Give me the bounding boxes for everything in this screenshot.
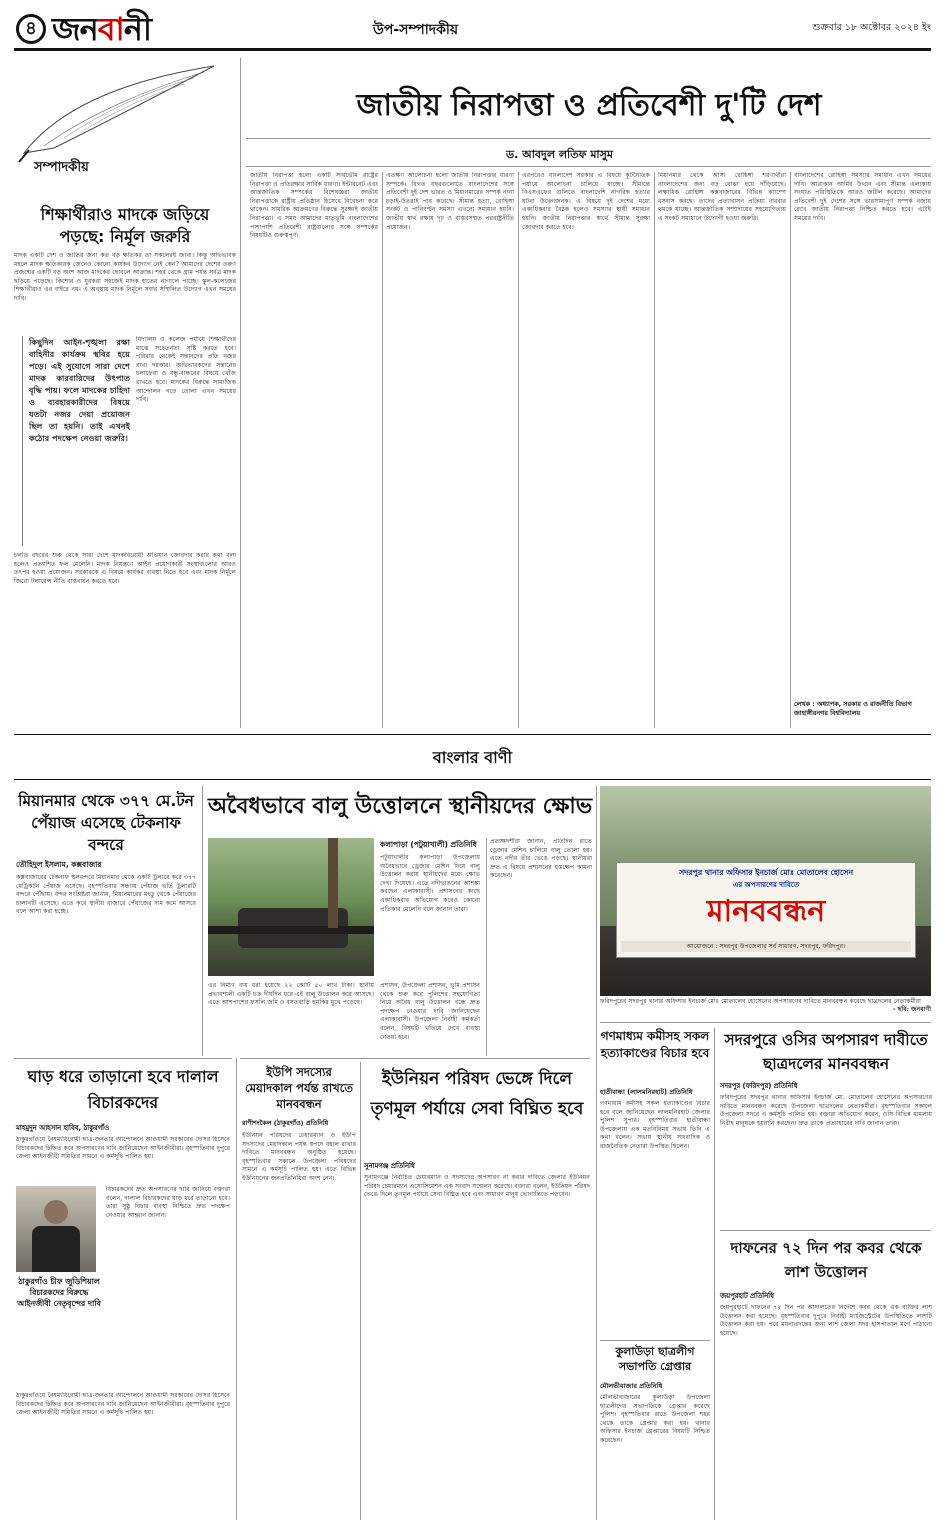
sadarpur-byline: সদরপুর (ফরিদপুর) প্রতিনিধি	[720, 1082, 798, 1090]
logo-part-a: জন	[52, 10, 98, 48]
journalist-divider	[714, 1028, 715, 1520]
section-name: উপ-সম্পাদকীয়	[373, 22, 459, 38]
sadarpur-body: ফরিদপুরের সদরপুর থানার অফিসার ইনচার্জ মো. মোতালেব হোসেনের অপসারণের দাবিতে মানববন্ধন করেছে উপজেলা ছাত্রদলের নেতাকর্মীরা। বৃহস্পতিবার সকালে উপজেলা সদরে এ কর্মসূচি পালিত হয়। বক্তারা অভিযোগ করেন, ওসি বিভিন্ন মামলায় নিরীহ মানুষকে হয়রানি করছেন। দ্রুত তাকে প্রত্যাহারের দাবি জানান তারা।	[720, 1094, 932, 1127]
kulaura-body: মৌলভীবাজারের কুলাউড়া উপজেলা ছাত্রলীগের সভাপতিকে গ্রেপ্তার করেছে পুলিশ। বৃহস্পতিবার রাতে উপজেলা শহর থেকে তাকে গ্রেপ্তার করা হয়। থানার অফিসার ইনচার্জ গ্রেপ্তারের বিষয়টি নিশ্চিত করেছেন।	[600, 1394, 710, 1444]
sand-byline: কলাপাড়া (পটুয়াখালী) প্রতিনিধি	[380, 840, 477, 849]
editorial-headline: শিক্ষার্থীরাও মাদকে জড়িয়ে পড়ছে: নির্মূল জরুরি	[40, 205, 210, 246]
grave-byline: জয়পুরহাট প্রতিনিধি	[720, 1292, 774, 1300]
dalal-body-1: ঠাকুরগাঁওয়ে বৈষম্যবিরোধী ছাত্র-জনতার আন্দোলনে আওয়ামী সরকারের দোসর হিসেবে বিচারকদের চিহ্নিত করে অপসারণের দাবি জানিয়েছেন আইনজীবীরা। বৃহস্পতিবার দুপুরে জেলা আইনজীবী সমিতির সামনে এ কর্মসূচি পালিত হয়।	[16, 1136, 230, 1161]
kulaura-rule	[600, 1340, 710, 1341]
banner-footer: আয়োজনে : সদরপুর উপজেলার সর্ব সাধারণ, সদরপুর, ফরিদপুর।	[621, 941, 911, 952]
up-divider	[360, 1062, 361, 1520]
quill-pen-icon	[14, 58, 234, 163]
feature-col-5: বাংলাদেশের রোহিঙ্গা সমস্যার সমাধান এখন সময়ের দাবি। আরাকান আর্মির উত্থান এবং সীমান্ত এলাকায় সংঘাত পরিস্থিতিকে আরও জটিল করেছে। আমাদের প্রতিবেশী দুই দেশের সঙ্গে ভারসাম্যপূর্ণ সম্পর্ক বজায় রেখে জাতীয় নিরাপত্তা নিশ্চিত করতে হবে। এটাই সময়ের দাবি।	[794, 172, 931, 222]
editorial-quote	[22, 336, 130, 546]
banner-line-1: সদরপুর থানার অফিসার ইনচার্জ মোঃ মোতালেব হোসেন	[679, 868, 853, 877]
dalal-byline: মাহমুদুন আহসান হাবিব, ঠাকুরগাঁও	[16, 1124, 109, 1132]
journalist-body: গণমাধ্যম কর্মীসহ সকল হত্যাকাণ্ডের বিচার হবে বলে জানিয়েছেন লালমনিরহাট জেলার পুলিশ সুপার। বৃহস্পতিবার হাতীবান্ধা উপজেলায় এক মতবিনিময় সভায় তিনি এ কথা বলেন। সভায় স্থানীয় সাংবাদিক ও রাজনৈতিক নেতারা উপস্থিত ছিলেন।	[600, 1100, 710, 1150]
dalal-body-2: বিচারকদের দ্রুত অপসারণের দাবি জানিয়ে বক্তারা বলেন, দালাল বিচারকদের ঘাড় ধরে তাড়ানো হবে। তারা সুষ্ঠু বিচার ব্যবস্থা নিশ্চিতে দ্রুত পদক্ষেপ নেওয়ার আহ্বান জানান।	[106, 1186, 230, 1219]
section-bar-title: বাংলার বাণী	[432, 748, 513, 767]
editorial-header	[14, 58, 234, 188]
feature-author: ড. আবদুল লতিফ মাসুম	[506, 148, 614, 161]
sand-body-4: প্রত্যক্ষদর্শীরা জানান, প্রতিদিন রাতে ড্রেজার মেশিন চালিয়ে বালু তোলা হয়। এতে নদীর তীর ভেঙে পড়ছে। স্থানীয়রা দ্রুত এ বিষয়ে প্রশাসনের হস্তক্ষেপ কামনা করেছেন।	[490, 838, 592, 880]
sand-body-3: প্রশাসন, উপজেলা প্রশাসন, ভূমি প্রশাসন থেকে শুরু করে পুলিশের সহযোগিতা নিয়ে অবৈধ বালু উত্তোলন বন্ধে দ্রুত পদক্ষেপ নেওয়ার দাবি জানিয়েছেন এলাকাবাসী। উপজেলা নির্বাহী কর্মকর্তা বলেন, বিষয়টি খতিয়ে দেখে ব্যবস্থা নেওয়া হবে।	[380, 982, 480, 1041]
up-body: ইউনিয়ন পরিষদের চেয়ারম্যান ও ইউপি সদস্যদের মেয়াদকাল পর্যন্ত স্বপদে বহাল রাখার দাবিতে মানববন্ধন অনুষ্ঠিত হয়েছে। বৃহস্পতিবার সকালে উপজেলা পরিষদের সামনে এ কর্মসূচি পালিত হয়। এতে বিভিন্ন ইউনিয়নের জনপ্রতিনিধিরা অংশ নেন।	[242, 1132, 356, 1182]
sand-body-1: পটুয়াখালীর কলাপাড়া উপজেলায় অবৈধভাবে ড্রেজার মেশিন দিয়ে বালু উত্তোলন করায় স্থানীয়দের মধ্যে ক্ষোভ দেখা দিয়েছে। এতে নদীভাঙনের আশঙ্কা করছেন এলাকাবাসী। প্রশাসনের কাছে একাধিকবার অভিযোগ করেও কোনো প্রতিকার মেলেনি বলে জানান তারা।	[380, 854, 480, 913]
onion-body: কক্সবাজারের টেকনাফ স্থলবন্দরে মিয়ানমার থেকে একটি ট্রলারে করে ৩৭৭ মেট্রিকটন পেঁয়াজ এসেছে। বৃহস্পতিবার সন্ধ্যায় পেঁয়াজ ভর্তি ট্রলারটি বন্দরে পৌঁছায়। বন্দর সংশ্লিষ্টরা জানান, মিয়ানমারের মংডু থেকে পেঁয়াজের চালানটি এসেছে। এতে করে স্থানীয় বাজারে পেঁয়াজের দাম কমে আসবে বলে আশা করা হচ্ছে।	[16, 874, 196, 916]
onion-headline: মিয়ানমার থেকে ৩৭৭ মে.টন পেঁয়াজ এসেছে টেকনাফ বন্দরে	[18, 792, 194, 854]
grave-headline: দাফনের ৭২ দিন পর কবর থেকে লাশ উত্তোলন	[730, 1239, 922, 1281]
person-head-shape	[44, 1200, 68, 1224]
sand-dredger-photo	[208, 838, 374, 976]
union-headline: ইউনিয়ন পরিষদ ভেঙ্গে দিলে তৃণমূল পর্যায়ে সেবা বিঘ্নিত হবে	[370, 1069, 584, 1119]
feature-rule	[246, 138, 931, 139]
editorial-divider	[240, 58, 241, 728]
feature-col-divider-2	[518, 172, 519, 728]
feature-col-divider-3	[654, 172, 655, 728]
page-number-circle	[16, 14, 46, 44]
feature-col-divider-4	[790, 172, 791, 728]
grave-rule	[720, 1230, 931, 1231]
up-byline: রাণীশংকৈল (ঠাকুরগাঁও) প্রতিনিধি	[242, 1119, 329, 1127]
kulaura-headline: কুলাউড়া ছাত্রলীগ সভাপতি গ্রেপ্তার	[615, 1345, 695, 1373]
issue-date: শুক্রবার ১৮ অক্টোবর ২০২৪ ইং	[812, 22, 931, 33]
editorial-quote-text: কিছুদিন আইন-শৃঙ্খলা রক্ষা বাহিনীর কার্যক্রম স্থবির হয়ে পড়ে। এই সুযোগে সারা দেশে মাদক কারবারিদের উৎপাত বৃদ্ধি পায়। ফলে মাদকের চাহিদা ও ব্যবহারকারীদের বিষয়ে যতটা নজর দেয়া প্রয়োজন ছিল তা হয়নি। তাই এখনই কঠোর পদক্ষেপ নেওয়া জরুরি।	[29, 337, 130, 443]
dalal-divider	[236, 1058, 237, 1520]
logo-part-c: নী	[123, 10, 152, 48]
sand-headline: অবৈধভাবে বালু উত্তোলনে স্থানীয়দের ক্ষোভ	[208, 794, 593, 819]
banner	[616, 862, 916, 958]
masthead-rule	[14, 48, 931, 51]
feature-headline: জাতীয় নিরাপত্তা ও প্রতিবেশী দু'টি দেশ	[356, 88, 822, 123]
dalal-body-3: ঠাকুরগাঁওয়ে বৈষম্যবিরোধী ছাত্র-জনতার আন্দোলনে আওয়ামী সরকারের দোসর হিসেবে বিচারকদের চিহ্নিত করে অপসারণের দাবি জানিয়েছেন আইনজীবীরা। বৃহস্পতিবার দুপুরে জেলা আইনজীবী সমিতির সামনে এ কর্মসূচি পালিত হয়।	[16, 1392, 230, 1417]
feature-author-note: লেখক : অধ্যাপক, সরকার ও রাজনীতি বিভাগ জাহাঙ্গীরনগর বিশ্ববিদ্যালয়	[794, 700, 912, 717]
feature-col-divider-1	[382, 172, 383, 728]
journalist-byline: হাতীবান্ধা (লালমনিরহাট) প্রতিনিধি	[600, 1088, 693, 1096]
lower-rule-right	[600, 1022, 931, 1023]
human-chain-caption	[600, 998, 931, 1014]
section-bar	[14, 734, 931, 780]
editorial-body-2: বিদ্যালয় ও কলেজ পর্যায়ে শিক্ষার্থীদের মাঝে সচেতনতা সৃষ্টি করতে হবে। পরিবার থেকেই সন্তানদের প্রতি নজর রাখা দরকার। অভিভাবকদের সন্তানের চলাফেরা ও বন্ধু-বান্ধবের বিষয়ে খোঁজ রাখতে হবে। মাদকের বিরুদ্ধে সামাজিক আন্দোলন গড়ে তোলা এখন সময়ের দাবি।	[136, 336, 236, 404]
feature-author-rule	[246, 166, 931, 167]
feature-col-4: মিয়ানমার থেকে আসা রোহিঙ্গা শরণার্থীরা বাংলাদেশের জন্য বড় বোঝা হয়ে দাঁড়িয়েছে। লক্ষাধিক রোহিঙ্গা কক্সবাজারের বিভিন্ন ক্যাম্পে বসবাস করছে। তাদের প্রত্যাবাসন প্রক্রিয়া বারবার থমকে যাচ্ছে। আন্তর্জাতিক সম্প্রদায়ের সহযোগিতায় এ সংকট সমাধানে উদ্যোগী হওয়া জরুরি।	[658, 172, 786, 222]
pipe-shape	[208, 926, 374, 934]
journalist-left-divider	[596, 1022, 597, 1520]
banner-line-2: এর অপসারণের দাবিতে	[733, 881, 799, 889]
journalist-headline: গণমাধ্যম কমীসহ সকল হত্যাকাণ্ডের বিচার হবে	[600, 1029, 710, 1060]
union-body: সুনামগঞ্জে নির্বাচিত চেয়ারম্যান ও সদস্যদের অপসারণ না করার দাবিতে জেলার ইউনিয়ন পরিষদ চেয়ারম্যান এসোসিয়েশন এক সংবাদ সম্মেলন করেছে। বক্তারা বলেন, ইউনিয়ন পরিষদ ভেঙে দিলে তৃণমূল পর্যায়ে সেবা বিঘ্নিত হবে এবং সাধারণ মানুষ ভোগান্তিতে পড়বেন।	[364, 1174, 590, 1199]
lawyers-photo-caption: ঠাকুরগাঁও চীফ জুডিশিয়াল বিচারকদের বিরুদ্ধে আইনজীবী নেতৃবৃন্দের দাবি	[17, 1277, 101, 1308]
logo-part-b: বা	[97, 10, 124, 48]
human-chain-caption-text: ফরিদপুরের সদরপুর থানার অফিসার ইনচার্জ মোঃ মোতালেব হোসেনের অপসারণের দাবিতে মানববন্ধন করেছে ছাত্রদলের নেতাকর্মীরা	[600, 998, 921, 1005]
sand-divider	[486, 838, 487, 1056]
union-byline: সুনামগঞ্জ প্রতিনিধি	[364, 1162, 415, 1170]
onion-divider	[202, 786, 203, 1056]
human-chain-photo	[600, 786, 931, 996]
page-number: ৪	[25, 18, 37, 39]
sadarpur-headline: সদরপুরে ওসির অপসারণ দাবীতে ছাত্রদলের মানববন্ধন	[724, 1031, 928, 1073]
photo-column-divider	[596, 786, 597, 1056]
dalal-headline: ঘাড় ধরে তাড়ানো হবে দালাল বিচারকদের	[27, 1067, 219, 1112]
kulaura-byline: মৌলভীবাজার প্রতিনিধি	[600, 1382, 663, 1390]
lawyers-photo	[16, 1186, 96, 1272]
onion-byline: তৌহিদুল ইসলাম, কক্সবাজার	[16, 860, 102, 869]
editorial-body-1: মাদক একটি দেশ ও জাতির জন্য কত বড় ক্ষতিকর তা সকলেরই জানা। কিন্তু অভিভাবক মহলে মাদক ক্ষতিকারক জেনেও কোনো কার্যকর উদ্যোগ নেই কেন? আমাদের দেশের তরুণ প্রজন্মের একটি বড় অংশ আজ মাদকের ছোবলে আক্রান্ত। শহর থেকে গ্রাম পর্যন্ত সর্বত্র মাদক ছড়িয়ে পড়েছে। কিশোর ও যুবকরা সহজেই মাদক হাতের নাগালে পাচ্ছে। স্কুল-কলেজের শিক্ষার্থীরাও এর বাইরে নয়। এ অবস্থায় মাদক নির্মূলে সবার সম্মিলিত উদ্যোগ এখন সময়ের দাবি।	[14, 252, 236, 302]
tree-trunk-shape	[328, 838, 338, 928]
up-rule	[240, 1058, 590, 1059]
feature-col-3: এরপরেও বাংলাদেশ সরকার এ বিষয়ে কূটনৈতিক পর্যায়ে আলোচনা চালিয়ে যাচ্ছে। সীমান্তে বিএসএফের গুলিতে বাংলাদেশি নাগরিক হত্যার ঘটনা উদ্বেগজনক। এ বিষয়ে দুই দেশের মধ্যে একাধিকবার বৈঠক হলেও সমস্যার স্থায়ী সমাধান হয়নি। জাতীয় নিরাপত্তার স্বার্থে সীমান্ত সুরক্ষা জোরদার করতে হবে।	[522, 172, 650, 231]
editorial-label: সম্পাদকীয়	[34, 160, 89, 175]
editorial-body-3: চলতি বছরের শুরু থেকে সারা দেশে মাদকবিরোধী অভিযান জোরদার করার কথা বলা হলেও প্রত্যাশিত ফল মেলেনি। মাদক নিয়ন্ত্রণে আইন প্রয়োগকারী সংস্থাগুলোর আরও তৎপর হওয়া প্রয়োজন। সরকারকে এ বিষয়ে কার্যকর ব্যবস্থা নিতে হবে এবং মাদক নির্মূলে জিরো টলারেন্স নীতি বাস্তবায়ন করতে হবে।	[14, 552, 236, 585]
lower-rule-left	[14, 1058, 232, 1059]
logo	[52, 8, 151, 50]
person-body-shape	[32, 1226, 80, 1272]
human-chain-photo-credit: - ছবি: জনবাণী	[892, 1006, 931, 1013]
sand-body-2: এর নির্মাণ ব্যয় ধরা হয়েছে ২২ কোটি ৫০ লাখ টাকা। স্থানীয় প্রভাবশালী একটি চক্র দীর্ঘদিন ধরে এই বালু উত্তোলন করে আসছে। এতে আশপাশের ফসলি জমি ও বসতবাড়ি হুমকির মুখে পড়েছে।	[208, 982, 374, 1007]
banner-main: মানববন্ধন	[706, 894, 826, 929]
feature-col-1: জাতীয় নিরাপত্তা হলো একটি সার্বভৌম রাষ্ট্রের নিরাপত্তা ও প্রতিরক্ষার সার্বিক ধারণা। ইন্টারনেট এবং আন্তর্জাতিক সম্পর্কের বিশেষজ্ঞরা জাতীয় নিরাপত্তাকে রাষ্ট্রীয় প্রতিষ্ঠান হিসেবে বিবেচনা করে থাকেন। সামরিক আক্রমণের বিরুদ্ধে সুরক্ষাই জাতীয় নিরাপত্তা। এ সময় আমাদের মাতৃভূমি বাংলাদেশের পাশাপাশি প্রতিবেশী রাষ্ট্রগুলোর সঙ্গে সম্পর্কের বিষয়টিও গুরুত্বপূর্ণ।	[250, 172, 378, 240]
grave-body: জয়পুরহাটে দাফনের ৭২ দিন পর আদালতের নির্দেশে কবর থেকে এক ব্যক্তির লাশ উত্তোলন করা হয়েছে। বৃহস্পতিবার দুপুরে নির্বাহী ম্যাজিস্ট্রেটের উপস্থিতিতে লাশটি উত্তোলন করা হয়। পরে ময়নাতদন্তের জন্য লাশ জেলা সদর হাসপাতাল মর্গে পাঠানো হয়েছে।	[720, 1304, 932, 1337]
masthead	[0, 0, 945, 58]
feature-col-2: এতক্ষণ আলোচনা হলো জাতীয় নিরাপত্তার ধারণা সম্পর্কে। বিগত বছরগুলোতে বাংলাদেশের সঙ্গে প্রতিবেশী দুই দেশ ভারত ও মিয়ানমারের সম্পর্ক নানা চড়াই-উতরাই পার করেছে। সীমান্ত হত্যা, রোহিঙ্গা সংকট ও পানিবণ্টন সমস্যা এখনো সমাধান হয়নি। জাতীয় স্বার্থ রক্ষায় দৃঢ় ও বাস্তবসম্মত পররাষ্ট্রনীতি প্রয়োজন।	[386, 172, 514, 231]
up-headline: ইউপি সদস্যের মেয়াদকাল পর্যন্ত রাখতে মানববন্ধন	[245, 1065, 353, 1111]
